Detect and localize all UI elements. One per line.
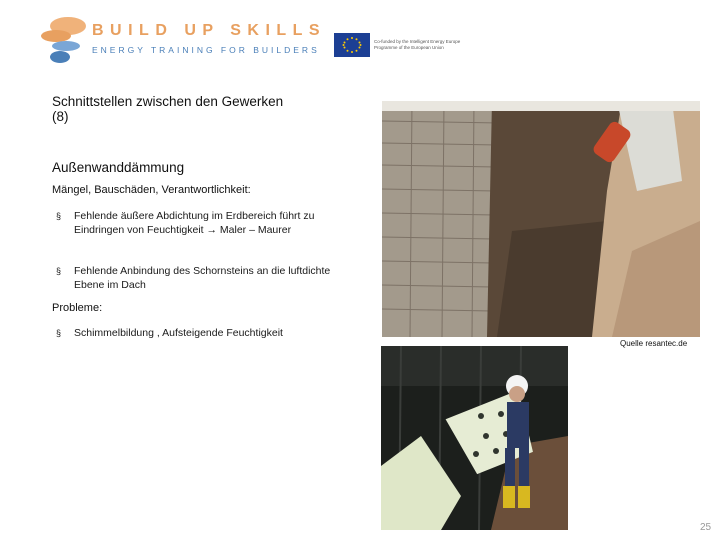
bullet-text: Fehlende Anbindung des Schornsteins an die luftdichte Ebene im Dach — [74, 265, 331, 291]
photo-credit: Quelle resantec.de — [620, 339, 688, 348]
build-up-skills-logo-icon — [40, 16, 86, 68]
logo-title: BUILD UP SKILLS — [92, 22, 327, 39]
page-number: 25 — [700, 522, 712, 533]
slide-title: Schnittstellen zwischen den Gewerken (8) — [52, 94, 284, 124]
bullet-marker: § — [56, 211, 62, 221]
problems-label: Probleme: — [52, 302, 103, 314]
eu-funding-text: Co-funded by the Intelligent Energy Europe Programme of the European Union — [374, 39, 461, 50]
intro-line: Mängel, Bauschäden, Verantwortlichkeit: — [52, 184, 251, 196]
eu-flag-icon — [334, 33, 370, 57]
insulation-photo — [381, 346, 568, 530]
bullet-marker: § — [56, 328, 62, 338]
logo-subtitle: ENERGY TRAINING FOR BUILDERS — [92, 45, 320, 55]
bullet-marker: § — [56, 266, 62, 276]
trench-photo — [382, 101, 700, 337]
section-heading: Außenwanddämmung — [52, 160, 185, 175]
bullet-text: Schimmelbildung , Aufsteigende Feuchtigkeit — [74, 327, 283, 339]
bullet-text: Fehlende äußere Abdichtung im Erdbereich führt zu Eindringen von Feuchtigkeit → Maler – Maurer — [74, 210, 315, 236]
